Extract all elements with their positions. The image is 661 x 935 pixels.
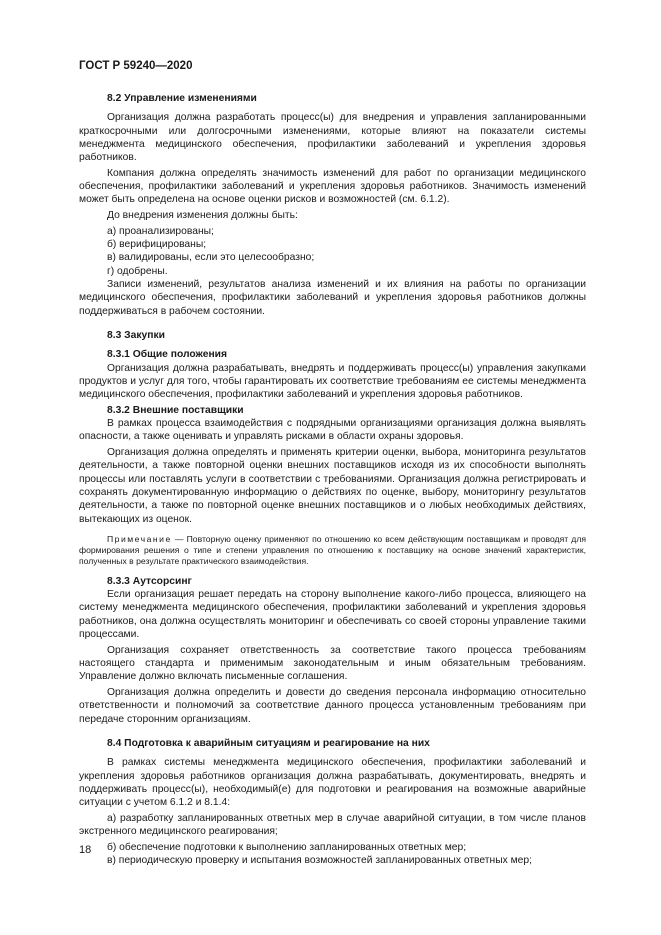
paragraph: В рамках системы менеджмента медицинского обеспечения, профилактики заболеваний и укрепления здоровья работников организация должна разрабатывать, документировать, внедрять и поддерживать процесс(ы), необходимый(е) для подготовки и реагирования на возможные аварийные ситуации с учетом 6.1.2 и 8.1.4: bbox=[79, 757, 586, 809]
subsection-8-3-2-title: 8.3.2 Внешние поставщики bbox=[107, 404, 244, 416]
paragraph: Компания должна определять значимость изменений для работ по организации медицинского обеспечения, профилактики заболеваний и укрепления здоровья работников. Значимость изменений может быть определена на основе оценки рисков и возможностей (см. 6.1.2). bbox=[79, 167, 586, 206]
list-item: в) периодическую проверку и испытания возможностей запланированных ответных мер; bbox=[107, 855, 532, 867]
list-item: в) валидированы, если это целесообразно; bbox=[107, 252, 315, 264]
paragraph: До внедрения изменения должны быть: bbox=[107, 210, 298, 222]
section-8-4-title: 8.4 Подготовка к аварийным ситуациям и реагирование на них bbox=[107, 737, 430, 749]
subsection-8-3-1-title: 8.3.1 Общие положения bbox=[107, 349, 227, 361]
subsection-8-3-3-title: 8.3.3 Аутсорсинг bbox=[107, 575, 192, 587]
section-8-3-title: 8.3 Закупки bbox=[107, 329, 165, 341]
note bbox=[79, 534, 586, 567]
page-number: 18 bbox=[79, 844, 92, 856]
paragraph: В рамках процесса взаимодействия с подрядными организациями организация должна выявлять опасности, а также оценивать и управлять рисками в области охраны здоровья. bbox=[79, 418, 586, 443]
list-item: б) верифицированы; bbox=[107, 239, 207, 251]
standard-header: ГОСТ Р 59240—2020 bbox=[79, 60, 193, 72]
paragraph: Записи изменений, результатов анализа изменений и их влияния на работы по организации медицинского обеспечения, профилактики заболеваний и укрепления здоровья работников должны поддерживаться в рабочем состоянии. bbox=[79, 279, 586, 317]
list-item: а) проанализированы; bbox=[107, 225, 214, 237]
section-8-2-title: 8.2 Управление изменениями bbox=[107, 93, 257, 104]
page-content bbox=[79, 92, 586, 867]
paragraph: Организация должна разработать процесс(ы) для внедрения и управления запланированными краткосрочными или долгосрочными изменениями, которые влияют на показатели системы менеджмента медицинского обеспечения, профилактики заболеваний и укрепления здоровья работников. bbox=[79, 112, 586, 164]
paragraph: Организация должна определять и применять критерии оценки, выбора, мониторинга результатов деятельности, а также повторной оценки внешних поставщиков исходя из их способности выполнять процессы или поставлять услуги в соответствии с требованиями. Организация должна регистрировать и сохранять документированную информацию о действиях по оценке, выбору, мониторингу результатов деятельности, а также по повторной оценке внешних поставщиков и о любых необходимых действиях, вытекающих из оценок. bbox=[79, 447, 586, 525]
list-item: б) обеспечение подготовки к выполнению запланированных ответных мер; bbox=[107, 841, 467, 853]
list-item: а) разработку запланированных ответных мер в случае аварийной ситуации, в том числе планов экстренного медицинского реагирования; bbox=[79, 812, 586, 838]
paragraph: Организация сохраняет ответственность за соответствие такого процесса требованиям настоящего стандарта и применимым законодательным и иным обязательным требованиям. Управление должно включать письменные соглашения. bbox=[79, 644, 586, 683]
paragraph: Организация должна определить и довести до сведения персонала информацию относительно ответственности и полномочий за соответствие данного процесса установленным требованиям при передаче сторонним организациям. bbox=[79, 687, 586, 725]
note-text: — Повторную оценку применяют по отношению ко всем действующим поставщикам и проводят для формирования решения о типе и степени управления по отношению к поставщику на основе значений характеристик, полученных в результате практического взаимодействия. bbox=[79, 533, 586, 566]
paragraph: Организация должна разрабатывать, внедрять и поддерживать процесс(ы) управления закупками продуктов и услуг для того, чтобы гарантировать их соответствие требованиям ее системы менеджмента медицинского обеспечения, профилактики заболеваний и укрепления здоровья работников. bbox=[79, 362, 586, 401]
list-item: г) одобрены. bbox=[107, 265, 168, 277]
paragraph: Если организация решает передать на сторону выполнение какого-либо процесса, влияющего на систему менеджмента медицинского обеспечения, профилактики заболеваний и укрепления здоровья работников, она должна осуществлять мониторинг и обеспечивать со своей стороны управление такими процессами. bbox=[79, 589, 586, 641]
note-label: Примечание bbox=[107, 533, 172, 544]
